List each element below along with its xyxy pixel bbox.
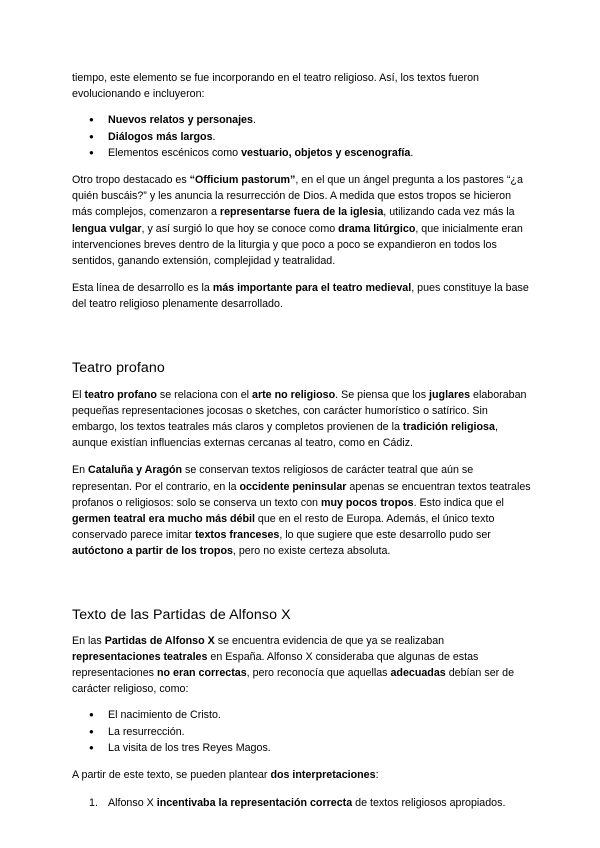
list-item: ● El nacimiento de Cristo. xyxy=(72,707,532,723)
bold-text: dos interpretaciones xyxy=(270,769,376,782)
text-run: elaboraban pequeñas representaciones jocosas o sketches, con carácter humorístico o satírico. Sin embargo, los textos teatrales más claros y completos provienen de la xyxy=(72,388,527,434)
text-run: debían ser de carácter religioso, como: xyxy=(72,667,515,696)
text-run: , lo que sugiere que este desarrollo pudo ser xyxy=(279,529,491,542)
text-run: . xyxy=(252,114,256,127)
intro-line: tiempo, este elemento se fue incorporando en el teatro religioso. Así, los textos fueron xyxy=(72,72,479,84)
interpretations-list xyxy=(72,795,532,811)
text-run: Otro tropo destacado es xyxy=(72,174,190,187)
bold-text: lengua vulgar xyxy=(72,222,142,235)
text-run: apenas se encuentran textos teatrales profanos o religiosos: solo se conserva un texto con xyxy=(72,480,531,509)
bold-text: más importante para el teatro medieval xyxy=(212,282,412,295)
text-run: . Esto indica que el xyxy=(413,496,504,509)
profano-paragraph-1 xyxy=(72,387,532,452)
bold-text: adecuadas xyxy=(390,667,446,680)
text-run: que en el resto de Europa. Además, el único texto conservado parece imitar xyxy=(72,513,495,542)
bold-text: tradición religiosa xyxy=(402,421,495,434)
text-run: A partir de este texto, se pueden plantear xyxy=(72,769,271,782)
document-page xyxy=(72,70,532,812)
text-run: , aunque existían influencias externas cercanas al teatro, como en Cádiz. xyxy=(72,421,498,450)
linea-paragraph xyxy=(72,280,532,312)
profano-paragraph-2 xyxy=(72,462,532,559)
partidas-paragraph xyxy=(72,633,532,698)
bold-text: “Officium pastorum” xyxy=(189,174,296,187)
text-run: El xyxy=(72,388,85,401)
text-run: Esta línea de desarrollo es la xyxy=(72,282,213,295)
bold-text: muy pocos tropos xyxy=(320,496,414,509)
intro-paragraph xyxy=(72,70,532,102)
text-run: , pero no existe certeza absoluta. xyxy=(232,545,391,558)
list-item: ● La visita de los tres Reyes Magos. xyxy=(72,740,532,756)
text-run: se encuentra evidencia de que ya se realizaban xyxy=(214,634,445,647)
list-item: ● La resurrección. xyxy=(72,724,532,740)
text-run: se relaciona con el xyxy=(156,388,252,401)
interpretations-paragraph xyxy=(72,767,532,783)
text-run: . xyxy=(212,130,216,143)
text-run: en España. Alfonso X consideraba que algunas de estas representaciones xyxy=(72,650,479,680)
religious-scenes-list xyxy=(72,707,532,756)
text-run: Alfonso X xyxy=(108,797,157,810)
bold-text: representaciones teatrales xyxy=(72,650,208,663)
text-run: , utilizando cada vez más la xyxy=(383,206,515,219)
text-run: se conservan textos religiosos de carácter teatral que aún se representan. Por el contrario, en la xyxy=(72,464,474,493)
bold-text: juglares xyxy=(429,388,471,401)
officium-paragraph xyxy=(72,172,532,269)
list-item xyxy=(72,112,532,128)
bold-text: Nuevos relatos y personajes xyxy=(108,114,253,127)
bold-text: Diálogos más largos xyxy=(108,130,213,143)
section-heading-teatro-profano: Teatro profano xyxy=(72,359,165,376)
text-run: de textos religiosos apropiados. xyxy=(352,797,506,810)
bold-text: drama litúrgico xyxy=(338,222,416,235)
text-run: , y así surgió lo que hoy se conoce como xyxy=(141,222,339,235)
text-run: : xyxy=(375,769,379,782)
bold-text: textos franceses xyxy=(194,529,280,542)
bold-text: representarse fuera de la iglesia xyxy=(219,206,384,219)
list-number: 1. xyxy=(89,797,98,810)
bold-text: Cataluña y Aragón xyxy=(88,464,183,477)
text-run: En xyxy=(72,464,89,477)
bold-text: vestuario, objetos y escenografía xyxy=(241,146,411,159)
list-item xyxy=(72,145,532,161)
bold-text: no eran correctas xyxy=(156,667,247,680)
text-run: , pero reconocía que aquellas xyxy=(246,667,391,680)
text-run: . Se piensa que los xyxy=(335,388,430,401)
section-heading-partidas: Texto de las Partidas de Alfonso X xyxy=(72,606,291,623)
bold-text: autóctono a partir de los tropos xyxy=(72,545,233,558)
text-run: En las xyxy=(72,634,105,647)
bold-text: germen teatral era mucho más débil xyxy=(72,513,255,526)
text-run: . xyxy=(410,146,414,159)
text-run: , en el que un ángel pregunta a los pastores “¿a quién buscáis?” y les anuncia la resurrección de Dios. A medida que estos tropos se hicieron más complejos, comenzaron a xyxy=(72,174,523,219)
list-item xyxy=(72,129,532,145)
bold-text: incentivaba la representación correcta xyxy=(156,797,353,810)
bold-text: occidente peninsular xyxy=(239,480,347,493)
intro-line: evolucionando e incluyeron: xyxy=(72,88,205,101)
bold-text: arte no religioso xyxy=(252,388,336,401)
list-item xyxy=(72,795,532,811)
text-run: , pues constituye la base del teatro religioso plenamente desarrollado. xyxy=(72,282,529,311)
bold-text: teatro profano xyxy=(84,388,157,401)
text-run: , que inicialmente eran intervenciones breves dentro de la liturgia y que poco a poco se expandieron en todos los sentidos, ganando extensión, complejidad y teatralidad. xyxy=(72,222,523,268)
elements-list xyxy=(72,112,532,161)
bold-text: Partidas de Alfonso X xyxy=(104,634,215,647)
text-run: Elementos escénicos como xyxy=(108,146,242,159)
